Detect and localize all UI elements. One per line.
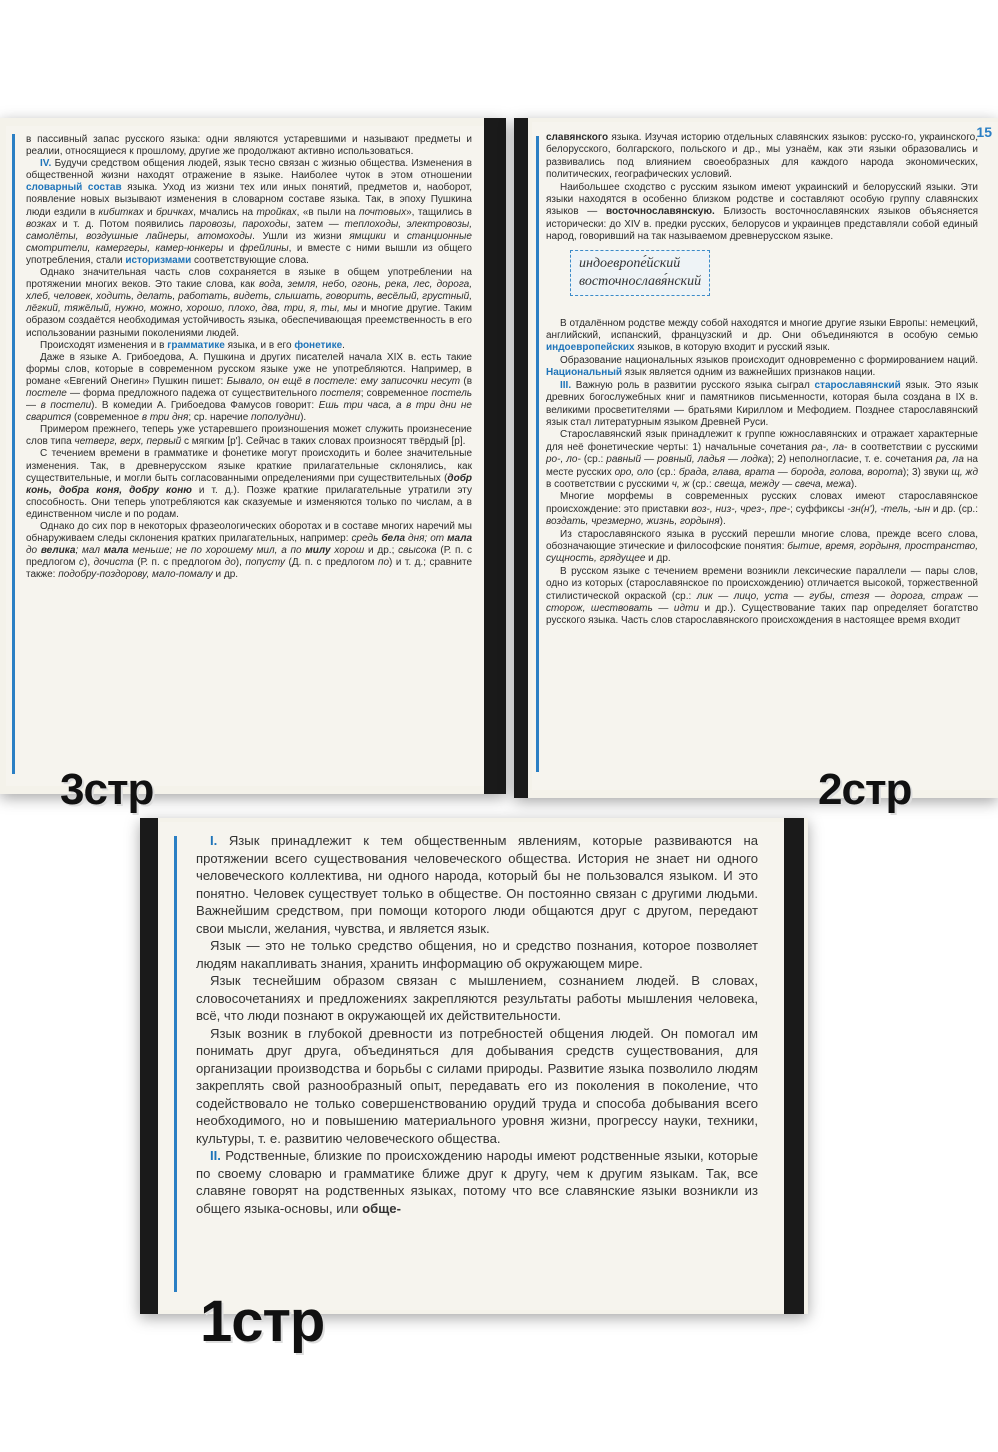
text-run: -зн(н'), -тель, -ын — [847, 503, 931, 515]
text-run: возках — [26, 218, 57, 230]
text-run: ). — [719, 516, 726, 528]
text-run: языков, в которую входит и русский язык. — [634, 342, 830, 354]
text-run: — форма предложного падежа от существительного — [66, 387, 321, 399]
text-run: и многие другие. Таким образом создаётся необходимая устойчивость языка, обеспечивающая преемственность в его использовании разными поколениями людей. — [26, 303, 472, 339]
paragraph — [546, 380, 978, 430]
text-run: брада, глава, врата — борода, голова, ворота — [678, 466, 903, 478]
highlighted-term: Национальный — [546, 367, 623, 379]
text-run: воз-, низ-, чрез-, пре- — [691, 503, 791, 515]
text-run: свеща, между — свеча, межа — [714, 478, 851, 490]
text-run: Бывало, он ещё в постеле: ему записочки несут — [226, 375, 461, 387]
text-run: и — [223, 242, 240, 254]
text-run: бричках — [155, 206, 194, 218]
text-run: щ, жд — [951, 466, 978, 478]
page-edge-shadow — [484, 118, 506, 794]
text-run: — — [26, 400, 41, 412]
text-run: равный — ровный, ладья — лодка — [606, 454, 769, 466]
text-run: Из старославянского языка в русский перешли многие слова, прежде всего слова, обозначающие этические и философские понятия: — [546, 528, 978, 552]
paragraph — [26, 267, 472, 340]
text-run: ), — [235, 557, 246, 569]
highlighted-term: индоевропейских — [546, 342, 635, 354]
text-run: вода, земля, небо, огонь, река, лес, дорога, хлеб, человек, ходить, делать, работать, видеть, слышать, говорить, весёлый, грустный, лёгкий, тяжёлый, нужно, можно, хорошо, плохо, два, три, я, ты, мы — [26, 279, 472, 315]
text-run: . Ушли из жизни — [252, 230, 350, 242]
paragraph — [26, 134, 472, 158]
caption-page-1: 1стр — [200, 1289, 325, 1354]
text-run: В отдалённом родстве между собой находятся и многие другие языки Европы: немецкий, английский, испанский, французский и др. Они объединяются в особую семью — [546, 317, 978, 342]
page-number: 15 — [976, 124, 992, 140]
text-run: милу — [305, 545, 331, 557]
terms-box — [570, 250, 710, 296]
text-run: языка. Уход из жизни тех или иных понятий, предметов и, наоборот, появление новых вызывают изменения в словарном составе языка. Так, в эпоху Пушкина люди ездили в — [26, 182, 472, 218]
caption-page-2: 2стр — [818, 765, 912, 814]
highlighted-term: словарный состав — [26, 182, 122, 194]
text-run: постеля — [320, 387, 361, 399]
text-run: ; суффиксы — [790, 503, 848, 515]
text-run: ; ср. наречие — [188, 412, 252, 424]
text-run: до — [26, 545, 41, 557]
caption-page-3: 3стр — [60, 765, 154, 814]
text-run: ); 3) звуки — [902, 466, 952, 478]
text-run: с мягким [р']. Сейчас в таких словах произносят твёрдый [р]. — [181, 436, 466, 448]
text-run: Язык принадлежит к тем общественным явлениям, которые развиваются на протяжении всего существования человеческого общества. История не знает ни одного человеческого коллектива, ни одного народа, который бы не пользовался языком. И это понятно. Человек существует только в обществе. Он постоянно связан с другими людьми. Важнейшим средством, при помощи которого люди общаются друг с другом, передают свои мысли, желания, чувства, и является язык. — [196, 833, 758, 936]
text-run: оро, оло — [614, 466, 654, 478]
text-run: постель — [431, 387, 473, 399]
text-run: (ср.: — [653, 466, 679, 478]
text-run: (ср.: — [580, 454, 607, 466]
text-run: и др. — [212, 569, 239, 581]
page-1-text — [196, 832, 758, 1217]
textbook-page-2 — [532, 122, 998, 790]
text-run: Примером прежнего, теперь уже устаревшего произношения может служить произнесение слов типа — [26, 424, 472, 448]
paragraph — [26, 521, 472, 581]
text-run: в три дня — [141, 412, 189, 424]
text-run: подобру-поздорову, мало-помалу — [58, 569, 213, 581]
text-run: ч, ж — [671, 478, 690, 490]
paragraph — [196, 1025, 758, 1148]
text-run: ). — [850, 478, 857, 490]
text-run: С течением времени в грамматике и фонетике могут происходить и более значительные изменения. Так, в древнерусском языке краткие прилагательные склонялись, как существительные, и могли быть согласованными определениями при существительных ( — [26, 448, 472, 484]
text-run: обще- — [362, 1200, 401, 1216]
text-run: , затем — — [287, 218, 345, 230]
page-2-text — [546, 132, 978, 628]
text-run: Важную роль в развитии русского языка сыграл — [571, 379, 815, 391]
margin-bar — [536, 136, 539, 772]
text-run: и — [385, 230, 407, 242]
margin-bar — [12, 134, 15, 774]
text-run: Ешь три часа, а в три дни не сварится — [26, 400, 472, 424]
highlighted-term: старославянский — [814, 379, 901, 391]
text-run: ра-, ла- — [811, 441, 848, 453]
text-run: воздать, чрезмерно, жизнь, гордыня — [546, 516, 720, 528]
text-run: бытие, время, гордыня, пространство, сущность, грядущее — [546, 540, 978, 565]
paragraph — [546, 318, 978, 355]
text-run: кибитках — [98, 206, 144, 218]
paragraph — [546, 132, 978, 182]
text-run: Многие морфемы в современных русских словах имеют старославянское происхождение: это приставки — [546, 491, 978, 515]
paragraph — [26, 158, 472, 267]
text-run: до — [224, 557, 236, 569]
text-run: и др.). Существование таких пар определяет богатство русского языка. Часть слов старославянского происхождения в настоящее время входит — [546, 603, 979, 627]
text-run: мала — [103, 545, 129, 557]
text-run: Язык возник в глубокой древности из потребностей общения людей. Он помогал им понимать друг друга, объединяться для добывания средств существования, для организации производства и борьбы с силами природы. Развитие языка позволило людям закреплять свой разнообразный опыт, передавать его из поколения в поколение, что содействовало не только совершенствованию орудий труда и способа добывания всего необходимого, но и повышению материального уровня жизни, прогрессу науки, техники, культуры, т. е. развитию человеческого общества. — [196, 1025, 758, 1146]
text-run: , и вместе с ними вышли из общего употребления, стали — [26, 242, 472, 266]
paragraph — [546, 355, 978, 380]
text-run: Будучи средством общения людей, язык тесно связан с жизнью общества. Изменения в общественной жизни находят отражение в языке. Наиболее чуток в этом отношении — [26, 158, 472, 182]
highlighted-term: фонетике — [294, 339, 343, 351]
text-run: ; современное — [360, 387, 432, 399]
page-edge-shadow — [514, 118, 528, 798]
text-run: ); 2) неполногласие, т. е. сочетания — [768, 454, 936, 466]
text-run: дня; от — [405, 533, 448, 545]
text-run: Язык теснейшим образом связан с мышлением, сознанием людей. В словах, словосочетаниях и предложениях закрепляются результаты работы мышления человека, всё, что люди познают в окружающей их действительности. — [196, 973, 758, 1023]
paragraph — [546, 566, 978, 628]
photo-page-1 — [140, 818, 808, 1314]
page-edge-shadow — [784, 818, 804, 1314]
section-number: II. — [210, 1148, 221, 1163]
text-run: . — [342, 339, 345, 351]
text-run: Однако значительная часть слов сохраняется в языке в общем употреблении на протяжении многих веков. Это такие слова, как — [26, 267, 472, 291]
text-run: , «в пыли на — [296, 206, 359, 218]
text-run: и т. д.). Позже краткие прилагательные утратили эту способность. Они теперь употребляются как сказуемые и изменяются только по числам, а в единственном числе и по родам. — [26, 484, 472, 520]
paragraph — [26, 424, 472, 448]
text-run: в постели — [40, 400, 92, 412]
text-run: (современное — [71, 412, 142, 424]
text-run: на месте русских — [546, 454, 978, 478]
text-run: четверг, верх, первый — [74, 436, 182, 448]
highlighted-term: историзмами — [125, 254, 192, 266]
text-run: в соответствии с русскими — [546, 478, 672, 490]
text-run: (Р. п. с предлогом — [133, 557, 225, 569]
paragraph — [546, 491, 978, 528]
text-run: свысока — [398, 545, 437, 557]
section-number: III. — [560, 379, 572, 391]
text-run: Старославянский язык принадлежит к группе южнославянских и отражает характерные для неё фонетические черты: 1) начальные сочетания — [546, 429, 978, 453]
text-run: ) и т. д.; сравните также: — [26, 557, 473, 581]
page-3-text — [26, 134, 472, 581]
term: индоевропе́йский — [579, 255, 681, 271]
term: восточнославя́нский — [579, 273, 702, 289]
text-run: Даже в языке А. Грибоедова, А. Пушкина и других писателей начала XIX в. есть такие формы слов, которые в современном русском языке уже не употребляются. Например, в романе «Евгений Онегин» Пушкин пишет: — [26, 351, 472, 387]
text-run: Происходят изменения и в — [40, 339, 168, 351]
photo-page-2 — [514, 118, 998, 798]
text-run: и — [143, 206, 156, 218]
highlighted-term: грамматике — [167, 339, 225, 351]
page-edge-shadow — [140, 818, 158, 1314]
text-run: ), — [84, 557, 94, 569]
text-run: бела — [381, 533, 406, 545]
text-run: соответствующие слова. — [191, 254, 309, 266]
paragraph — [26, 352, 472, 425]
text-run: восточнославянскую. — [606, 206, 715, 218]
paragraph — [26, 448, 472, 521]
text-run: (Р. п. с предлогом — [26, 545, 473, 569]
text-run: лик — лицо, уста — губы, стезя — дорога, страж — сторож, шествовать — идти — [546, 590, 978, 614]
text-run: ро-, ло- — [546, 454, 581, 466]
paragraph — [546, 429, 978, 491]
text-run: Язык — это не только средство общения, но и средство познания, которое позволяет людям накапливать знания, хранить информацию об окружающем мире. — [196, 938, 758, 971]
text-run: меньше; не по хорошему мил, а по — [128, 545, 306, 557]
text-run: (ср.: — [689, 478, 715, 490]
text-run: В русском языке с течением времени возникли лексические параллели — пары слов, одно из которых (старославянское по происхождению) отличается высокой, торжественной стилистической окраской (ср.: — [546, 565, 978, 602]
text-run: станционные смотрители, камергеры, камер-юнкеры — [26, 230, 472, 254]
text-run: фрейлины — [239, 242, 289, 254]
text-run: добр конь, добра коня, добру коню — [26, 472, 472, 496]
text-run: Родственные, близкие по происхождению народы имеют родственные языки, которые по своему словарю и грамматике ближе друг к другу, чем к другим языкам. Так, все славяне говорят на родственных языках, потому что все славянские языки возникли из общего языка-основы, или — [196, 1148, 758, 1216]
photo-page-3 — [0, 118, 506, 794]
text-run: », тащились в — [406, 206, 472, 218]
text-run: постеле — [26, 387, 67, 399]
text-run: попусту — [245, 557, 286, 569]
text-run: с — [79, 557, 84, 569]
text-run: велика — [40, 545, 76, 557]
text-run: (Д. п. с предлогом — [285, 557, 378, 569]
text-run: пополудни — [251, 412, 301, 424]
text-run: паровозы, пароходы — [189, 218, 288, 230]
text-run: язык является одним из важнейших признаков нации. — [622, 367, 876, 379]
text-run: , мчались на — [193, 206, 257, 218]
text-run: Наибольшее сходство с русским языком имеют украинский и белорусский языки. Эти языки находятся в особенно близком родстве и составляют особую группу славянских языков — — [546, 181, 978, 218]
text-run: языка, и в его — [224, 339, 295, 351]
textbook-page-1 — [160, 822, 784, 1310]
paragraph — [546, 529, 978, 566]
text-run: ). В комедии А. Грибоедова Фамусов говорит: — [91, 400, 319, 412]
section-number: I. — [210, 833, 218, 848]
paragraph — [196, 972, 758, 1025]
text-run: Однако до сих пор в некоторых фразеологических оборотах и в составе многих наречий мы обнаруживаем следы склонения кратких прилагательных, например: — [26, 521, 472, 545]
text-run: славянского — [546, 132, 609, 143]
text-run: язык. Это язык древних богослужебных книг и памятников письменности, которая была создана в IX в. великими просветителями — братьями Кириллом и Мефодием. Позднее старославянский язык стал литературным языком Древней Руси. — [546, 379, 978, 428]
text-run: ). — [300, 412, 307, 424]
text-run: (в — [460, 375, 473, 387]
paragraph — [196, 1147, 758, 1217]
paragraph — [196, 832, 758, 937]
textbook-page-3 — [6, 126, 484, 786]
margin-bar — [174, 836, 177, 1292]
section-number: IV. — [40, 158, 52, 170]
text-run: по — [377, 557, 390, 569]
text-run: языка. Изучая историю отдельных славянских языков: русско-го, украинского, белорусского, болгарского, польского и др., мы узнаём, как эти языки образовались и развивались под влиянием своеобразных для каждого народа экономических, политических, географических условий. — [546, 132, 978, 181]
text-run: ; мал — [75, 545, 104, 557]
text-run: дочиста — [93, 557, 134, 569]
text-run: в пассивный запас русского языка: одни являются устаревшими и называют предметы и реалии, относящиеся к прошлому, другие же продолжают активно использоваться. — [26, 134, 472, 158]
text-run: почтовых — [358, 206, 407, 218]
text-run: теплоходы, электровозы, самолёты, воздушные лайнеры, атомоходы — [26, 218, 472, 242]
text-run: и др.; — [364, 545, 399, 557]
text-run: в соответствии с русскими — [847, 441, 978, 453]
text-run: мала — [447, 533, 473, 545]
text-run: и др. (ср.: — [930, 503, 978, 515]
text-run: Образование национальных языков происходит одновременно с формированием наций. — [560, 354, 978, 366]
text-run: ра, ла — [935, 454, 964, 466]
text-run: тройках — [256, 206, 297, 218]
paragraph — [196, 937, 758, 972]
paragraph — [26, 340, 472, 352]
text-run: средь — [351, 533, 382, 545]
text-run: хорош — [330, 545, 365, 557]
text-run: и т. д. Потом появились — [56, 218, 190, 230]
paragraph — [546, 182, 978, 244]
text-run: и др. — [645, 553, 671, 565]
text-run: ямщики — [349, 230, 386, 242]
text-run: Близость восточнославянских языков объясняется исторически: до XIV в. предки русских, белорусов и украинцев представляли собой единый народ, говоривший на так называемом древнерусском языке. — [546, 206, 978, 243]
